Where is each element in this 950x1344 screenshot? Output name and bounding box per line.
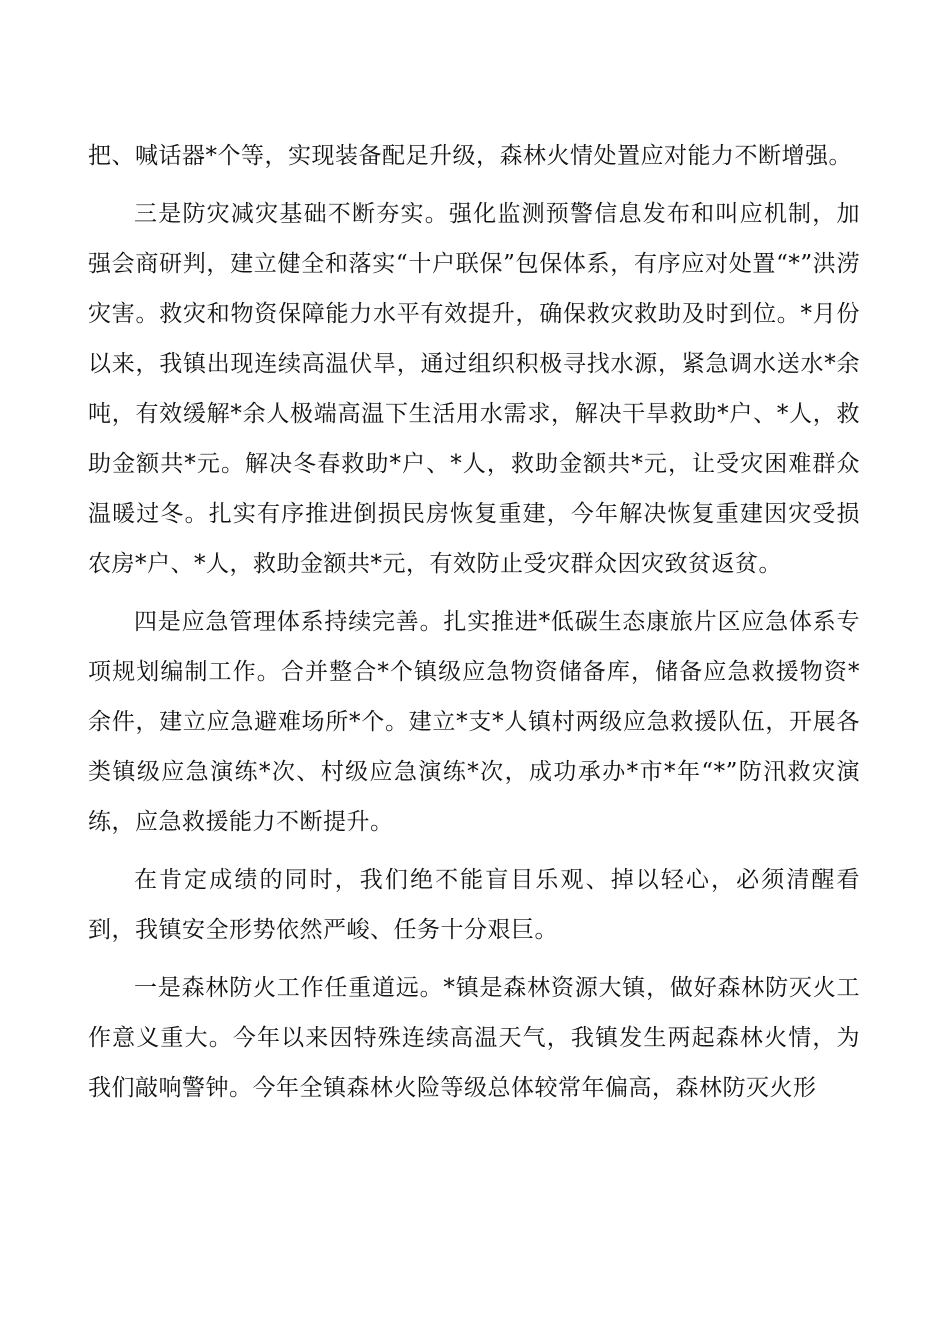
- paragraph-emergency-system: 四是应急管理体系持续完善。扎实推进*低碳生态康旅片区应急体系专项规划编制工作。合并整合*个镇级应急物资储备库，储备应急救援物资*余件，建立应急避难场所*个。建立*支*人镇村两级应急救援队伍，开展各类镇级应急演练*次、村级应急演练*次，成功承办*市*年“*”防汛救灾演练，应急救援能力不断提升。: [88, 609, 860, 835]
- document-body: [88, 131, 860, 1113]
- paragraph-equipment-continuation: 把、喊话器*个等，实现装备配足升级，森林火情处置应对能力不断增强。: [88, 143, 852, 169]
- paragraph-disaster-prevention: 三是防灾减灾基础不断夯实。强化监测预警信息发布和叫应机制，加强会商研判，建立健全和落实“十户联保”包保体系，有序应对处置“*”洪涝灾害。救灾和物资保障能力水平有效提升，确保救灾救助及时到位。*月份以来，我镇出现连续高温伏旱，通过组织积极寻找水源，紧急调水送水*余吨，有效缓解*余人极端高温下生活用水需求，解决干旱救助*户、*人，救助金额共*元。解决冬春救助*户、*人，救助金额共*元，让受灾困难群众温暖过冬。扎实有序推进倒损民房恢复重建，今年解决恢复重建因灾受损农房*户、*人，救助金额共*元，有效防止受灾群众因灾致贫返贫。: [88, 201, 860, 577]
- paragraph-situation-assessment: 在肯定成绩的同时，我们绝不能盲目乐观、掉以轻心，必须清醒看到，我镇安全形势依然严峻、任务十分艰巨。: [88, 867, 860, 943]
- paragraph-forest-fire: 一是森林防火工作任重道远。*镇是森林资源大镇，做好森林防灭火工作意义重大。今年以来因特殊连续高温天气，我镇发生两起森林火情，为我们敲响警钟。今年全镇森林火险等级总体较常年偏高，森林防灭火形: [88, 975, 860, 1101]
